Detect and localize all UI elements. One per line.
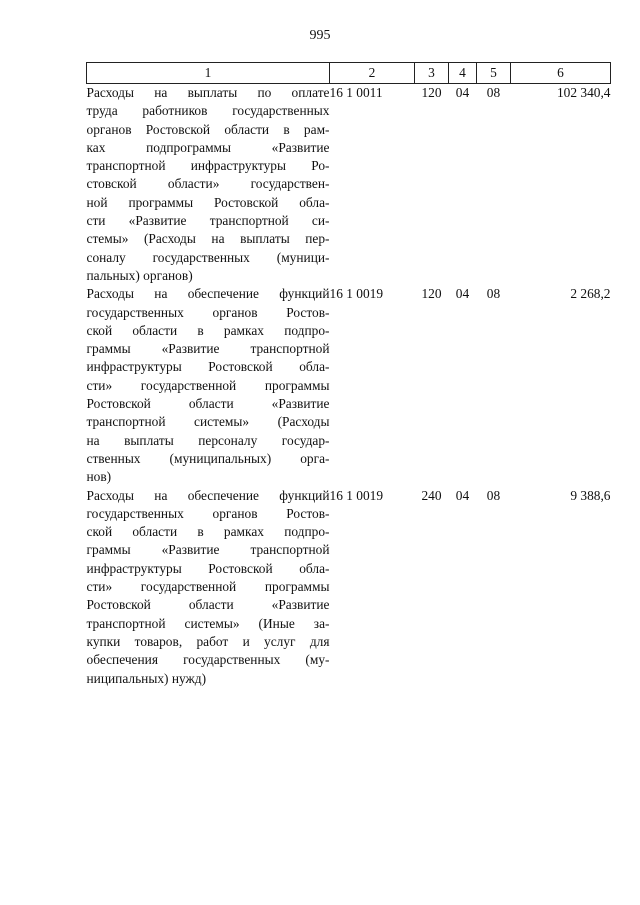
row-amount: 2 268,2: [570, 286, 611, 302]
description-line: транспортной инфраструктуры Ро-: [86, 158, 330, 174]
column-header: 5: [477, 63, 511, 84]
row-expense-type: 120: [421, 286, 442, 302]
row-section: 04: [455, 286, 470, 302]
row-description: [87, 285, 330, 486]
description-line: стемы» (Расходы на выплаты пер-: [86, 231, 330, 247]
row-section: 04: [455, 85, 470, 100]
row-code: 16 1 0019: [329, 286, 384, 302]
table-body: [87, 84, 611, 688]
row-code: 16 1 0019: [329, 487, 384, 503]
description-line: Ростовской области «Развитие: [86, 597, 330, 613]
table-row: [87, 487, 611, 688]
column-header: 3: [415, 63, 449, 84]
row-subsection: 08: [486, 85, 501, 100]
budget-table: [86, 62, 611, 688]
row-code: 16 1 0011: [329, 85, 383, 100]
description-line: граммы «Развитие транспортной: [86, 341, 330, 357]
description-line: труда работников государственных: [86, 103, 330, 119]
description-line: сти» государственной программы: [86, 377, 330, 393]
table-row: [87, 84, 611, 286]
description-line: ниципальных) нужд): [86, 670, 207, 686]
description-line: Расходы на обеспечение функций: [86, 487, 330, 503]
description-line: транспортной системы» (Иные за-: [86, 615, 330, 631]
description-line: органов Ростовской области в рам-: [86, 121, 330, 137]
row-section: 04: [455, 487, 470, 503]
description-line: инфраструктуры Ростовской обла-: [86, 560, 330, 576]
description-line: ской области в рамках подпро-: [86, 322, 330, 338]
description-line: стовской области» государствен-: [86, 176, 330, 192]
description-line: на выплаты персоналу государ-: [86, 432, 330, 448]
row-amount: 9 388,6: [570, 487, 611, 503]
row-amount: 102 340,4: [556, 85, 611, 100]
row-expense-type: 240: [421, 487, 442, 503]
description-line: обеспечения государственных (му-: [86, 652, 330, 668]
description-line: сти» государственной программы: [86, 579, 330, 595]
description-line: Расходы на выплаты по оплате: [86, 85, 330, 100]
description-line: сти «Развитие транспортной си-: [86, 213, 330, 229]
page-number: 995: [309, 28, 331, 43]
column-header: 6: [511, 63, 611, 84]
row-subsection: 08: [486, 487, 501, 503]
description-line: купки товаров, работ и услуг для: [86, 633, 330, 649]
description-line: пальных) органов): [86, 267, 193, 283]
column-header: 2: [330, 63, 415, 84]
row-description: [87, 487, 330, 688]
description-line: ной программы Ростовской обла-: [86, 194, 330, 210]
description-line: соналу государственных (муници-: [86, 249, 330, 265]
description-line: нов): [86, 469, 112, 485]
description-line: ственных (муниципальных) орга-: [86, 450, 330, 466]
column-header: 1: [87, 63, 330, 84]
description-line: транспортной системы» (Расходы: [86, 414, 330, 430]
description-line: государственных органов Ростов-: [86, 505, 330, 521]
description-line: инфраструктуры Ростовской обла-: [86, 359, 330, 375]
table-row: [87, 285, 611, 486]
description-line: граммы «Развитие транспортной: [86, 542, 330, 558]
table-header-row: [87, 63, 611, 84]
description-line: государственных органов Ростов-: [86, 304, 330, 320]
column-header: 4: [449, 63, 477, 84]
row-expense-type: 120: [421, 85, 442, 100]
description-line: ках подпрограммы «Развитие: [86, 139, 330, 155]
row-subsection: 08: [486, 286, 501, 302]
description-line: ской области в рамках подпро-: [86, 524, 330, 540]
description-line: Расходы на обеспечение функций: [86, 286, 330, 302]
description-line: Ростовской области «Развитие: [86, 396, 330, 412]
row-description: [87, 84, 330, 286]
